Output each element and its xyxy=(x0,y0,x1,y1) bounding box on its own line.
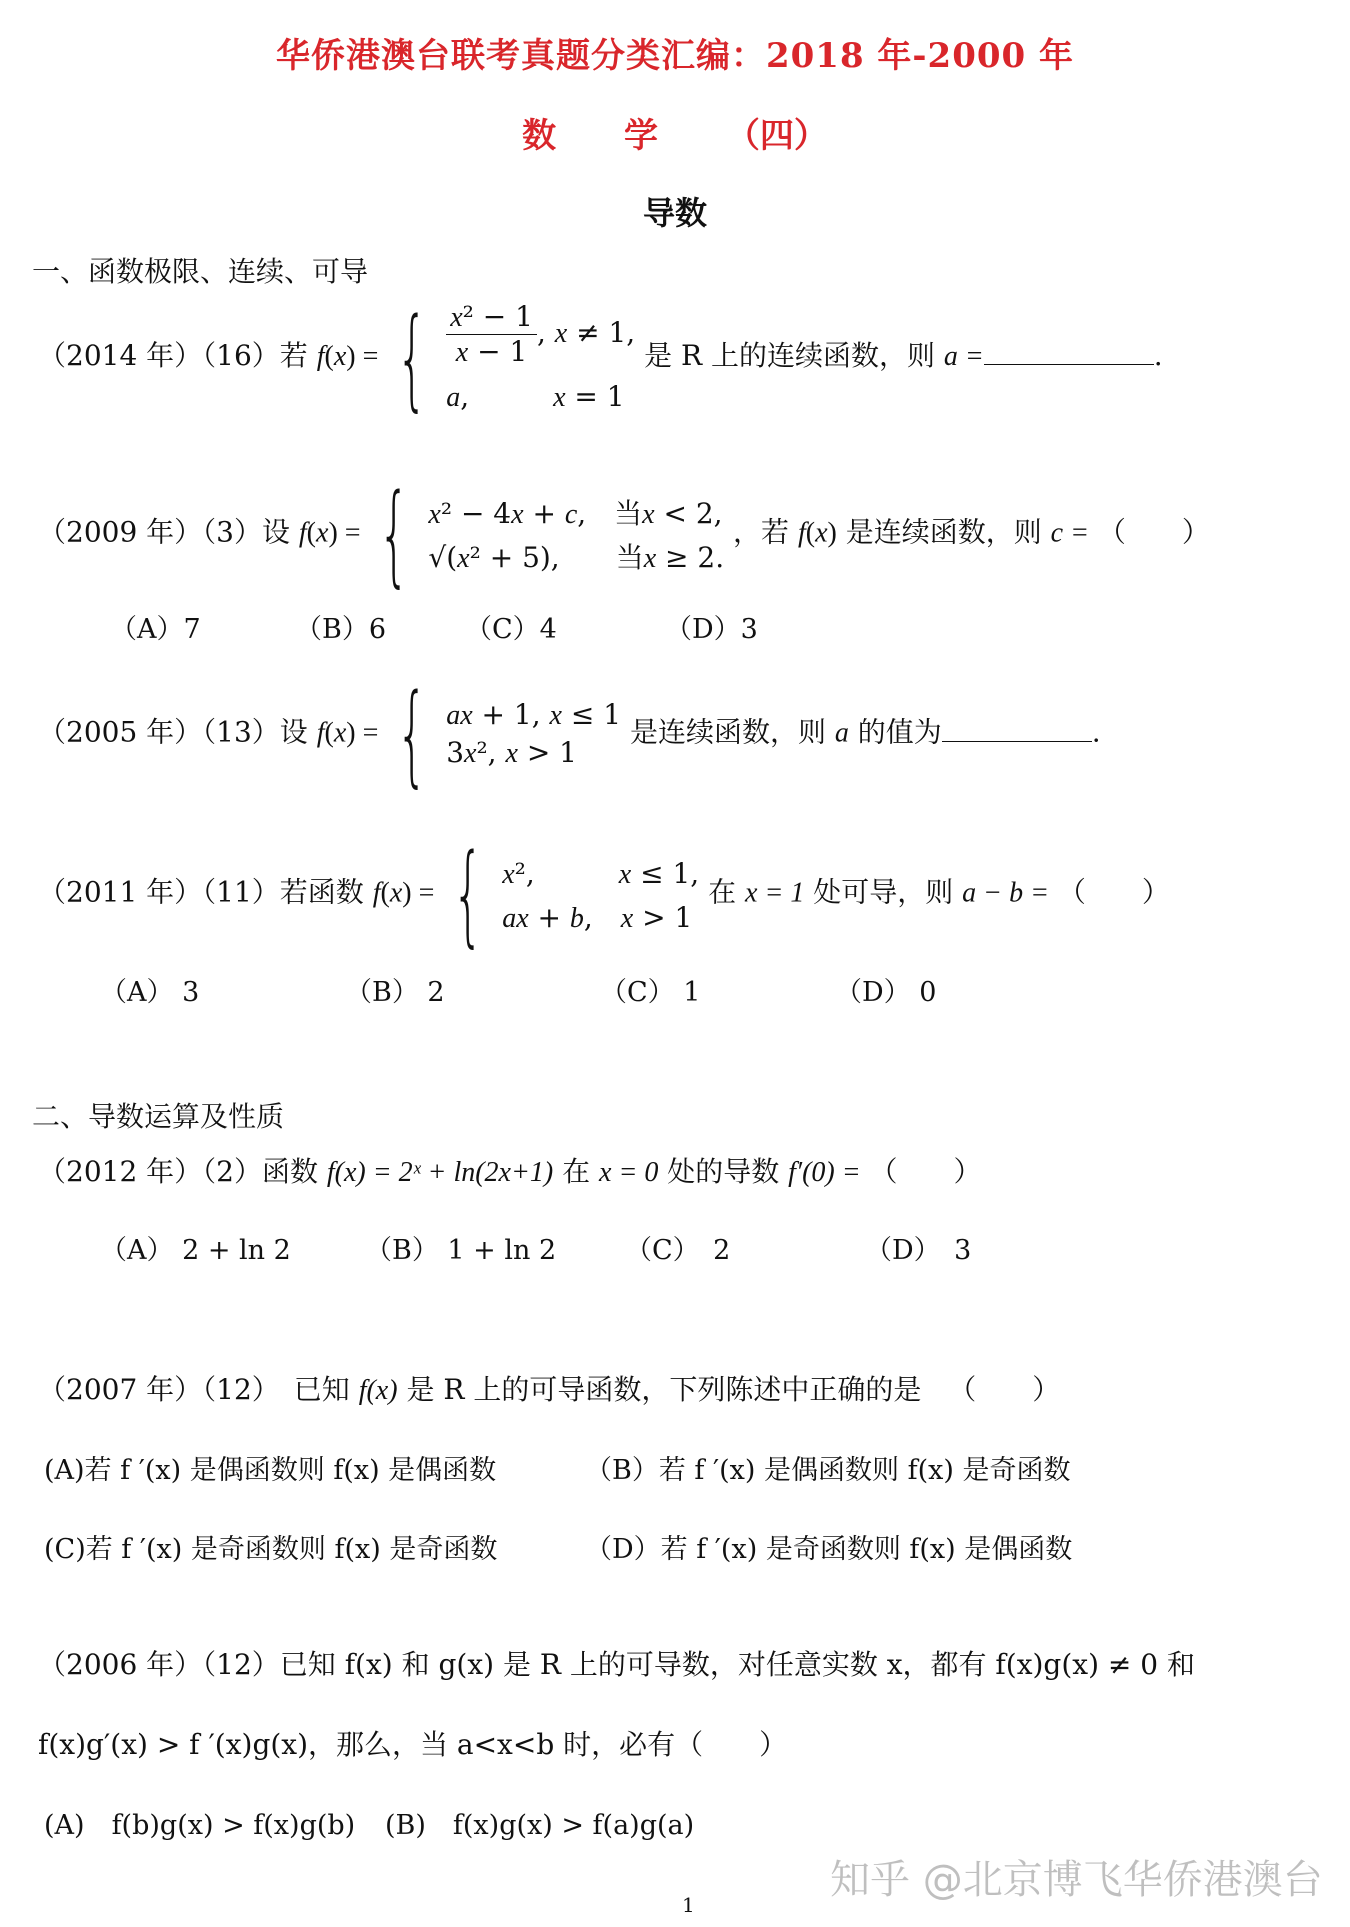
piecewise-function: x² − 4x + c, 当x < 2, √(x² + 5), 当x ≥ 2. xyxy=(428,497,725,574)
question-label: （2009 年）（3）设 xyxy=(38,515,290,549)
function-symbol: f(x) xyxy=(358,1375,398,1406)
question-text: 在 xyxy=(562,1155,591,1188)
subject-char-3: （四） xyxy=(725,116,828,156)
unknown-variable: c = xyxy=(1050,517,1089,549)
question-label: （2014 年）（16）若 xyxy=(38,339,308,372)
question-2009-3: （2009 年）（3）设 f(x) = { x² − 4x + c, 当x < 2, √(x² + 5), 当x ≥ 2. ，若 f(x) 是连续函数，则 c = （ ） xyxy=(38,470,1210,598)
question-text-tail: 处可导，则 xyxy=(813,875,954,909)
option-d: （D）3 xyxy=(665,614,758,645)
question-2006-12-line1: （2006 年）（12）已知 f(x) 和 g(x) 是 R 上的可导数，对任意实数 x，都有 f(x)g(x) ≠ 0 和 xyxy=(38,1648,1195,1681)
question-text-tail: 处的导数 xyxy=(667,1155,780,1188)
option-a: （A） 2 + ln 2 xyxy=(100,1235,291,1266)
derivative-expression: f′(0) = xyxy=(788,1157,861,1188)
question-label: （2007 年）（12） 已知 xyxy=(38,1373,350,1406)
question-2014-16: （2014 年）（16）若 f(x) = { $\frac{\text{x² − 1}}{x - 1}$ , x ≠ 1, a, x = 1 是 R 上的连续函数，则 a = . xyxy=(38,293,1163,422)
option-a: (A) f(b)g(x) > f(x)g(b) xyxy=(44,1810,356,1841)
option-d: （D） 3 xyxy=(865,1235,972,1266)
unknown-variable: a = xyxy=(943,341,984,372)
question-text: 是 R 上的可导函数，下列陈述中正确的是 xyxy=(406,1373,922,1406)
subject-char-2: 学 xyxy=(624,116,658,156)
option-d: （D）若 f ′(x) 是奇函数则 f(x) 是偶函数 xyxy=(585,1534,1073,1565)
question-text: 在 xyxy=(708,875,737,909)
option-b: （B）6 xyxy=(295,614,387,645)
option-b: （B） 2 xyxy=(345,977,445,1008)
question-text-tail: 是连续函数，则 xyxy=(845,515,1042,549)
subject-char-1: 数 xyxy=(522,116,557,156)
piecewise-function: x², x ≤ 1, ax + b, x > 1 xyxy=(502,857,700,934)
option-b: (B) f(x)g(x) > f(a)g(a) xyxy=(385,1810,695,1841)
answer-paren: （ ） xyxy=(1057,875,1170,909)
page-number: 1 xyxy=(682,1893,695,1917)
option-a: （A）7 xyxy=(110,614,201,645)
question-2005-13: （2005 年）（13）设 f(x) = { ax + 1, x ≤ 1 3x², x > 1 是连续函数，则 a 的值为 . xyxy=(38,670,1101,798)
question-2007-12 xyxy=(38,1368,1060,1408)
option-c: （C） 2 xyxy=(625,1235,731,1266)
option-c: (C)若 f ′(x) 是奇函数则 f(x) 是奇函数 xyxy=(44,1534,498,1565)
topic-heading: 导数 xyxy=(642,194,707,232)
expression: a − b = xyxy=(962,877,1049,909)
document-title: 华侨港澳台联考真题分类汇编：2018 年-2000 年 xyxy=(275,36,1075,76)
question-text: 是连续函数，则 xyxy=(629,715,826,749)
answer-blank xyxy=(942,741,1092,742)
answer-blank xyxy=(984,364,1154,365)
question-text: ，若 xyxy=(733,515,790,549)
subject-heading xyxy=(0,108,1350,157)
piecewise-function: $\frac{\text{x² − 1}}{x - 1}$ , x ≠ 1, a, x = 1 xyxy=(446,300,636,413)
section-title-2: 二、导数运算及性质 xyxy=(32,1100,285,1133)
function-expression: f(x) = 2ˣ + ln(2x+1) xyxy=(326,1157,554,1188)
option-b: （B） 1 + ln 2 xyxy=(365,1235,557,1266)
question-text: 是 R 上的连续函数，则 xyxy=(644,339,935,372)
option-c: （C） 1 xyxy=(600,977,701,1008)
section-title-1: 一、函数极限、连续、可导 xyxy=(32,255,369,288)
question-label: （2012 年）（2）函数 xyxy=(38,1155,318,1188)
answer-paren: （ ） xyxy=(1097,515,1210,549)
question-2006-12-line2: f(x)g′(x) > f ′(x)g(x)，那么，当 a<x<b 时，必有（ ） xyxy=(38,1728,788,1761)
answer-paren: （ ） xyxy=(948,1373,1061,1406)
option-a: （A） 3 xyxy=(100,977,200,1008)
option-c: （C）4 xyxy=(465,614,557,645)
question-2012-2 xyxy=(38,1150,982,1190)
option-b: （B）若 f ′(x) 是偶函数则 f(x) 是奇函数 xyxy=(585,1455,1071,1486)
question-text-tail: 的值为 xyxy=(857,715,942,749)
condition: x = 0 xyxy=(599,1157,659,1188)
piecewise-function: ax + 1, x ≤ 1 3x², x > 1 xyxy=(446,698,622,769)
unknown-variable: a xyxy=(834,717,849,749)
answer-paren: （ ） xyxy=(869,1155,982,1188)
option-d: （D） 0 xyxy=(835,977,937,1008)
condition: x = 1 xyxy=(745,877,805,909)
watermark: 知乎 @北京博飞华侨港澳台 xyxy=(830,1857,1323,1903)
question-label: （2005 年）（13）设 xyxy=(38,715,308,749)
option-a: (A)若 f ′(x) 是偶函数则 f(x) 是偶函数 xyxy=(44,1455,497,1486)
question-2011-11: （2011 年）（11）若函数 f(x) = { x², x ≤ 1, ax + b, x > 1 在 x = 1 处可导，则 a − b = （ ） xyxy=(38,830,1170,958)
question-label: （2011 年）（11）若函数 xyxy=(38,875,364,909)
